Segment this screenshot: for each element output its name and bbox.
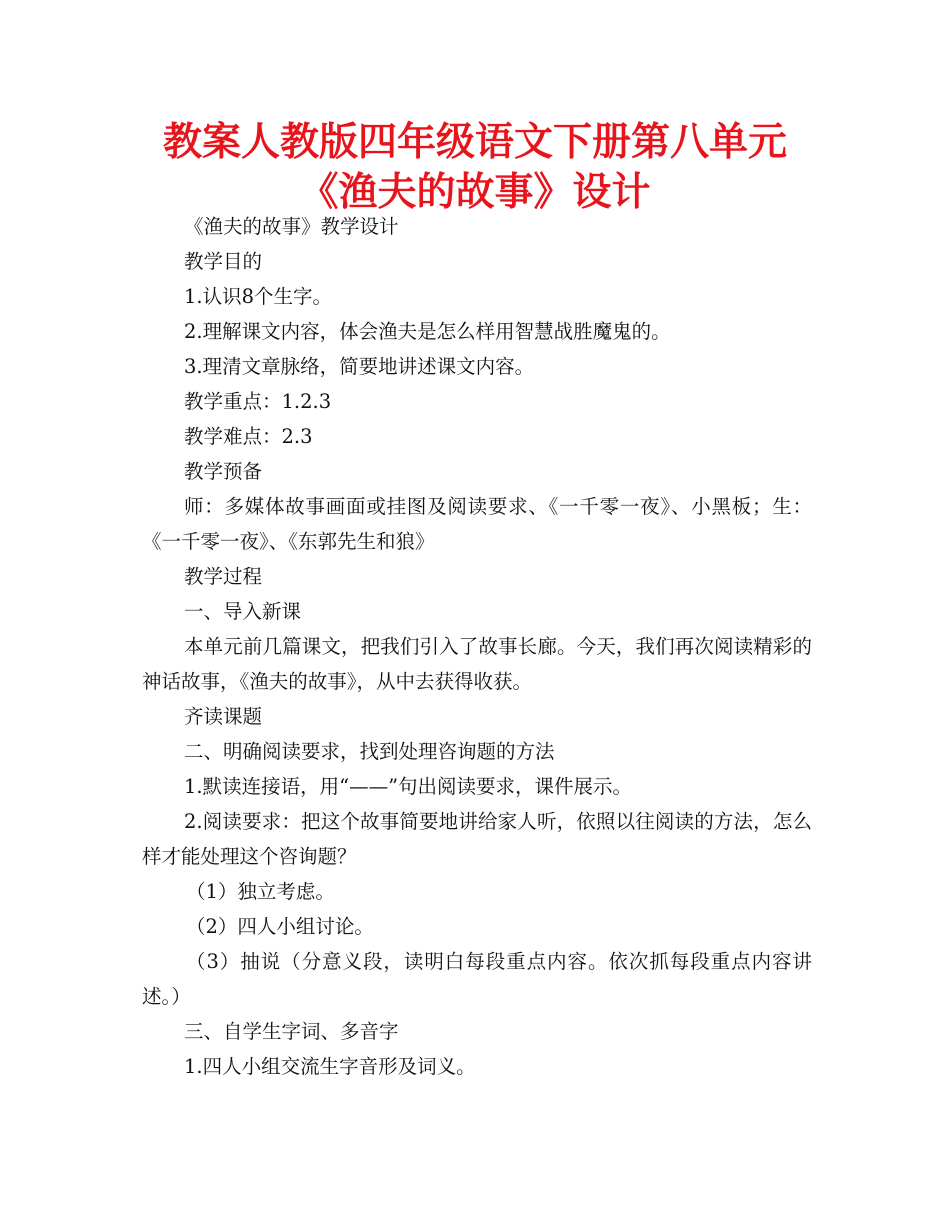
paragraph-introduction: 本单元前几篇课文，把我们引入了故事长廊。今天，我们再次阅读精彩的神话故事，《渔夫的故事》，从中去获得收获。 (142, 635, 812, 693)
paragraph-substep-1: （1）独立考虑。 (186, 880, 335, 903)
paragraph-section-3: 三、自学生字词、多音字 (184, 1020, 399, 1043)
paragraph-key-points: 教学重点：1.2.3 (184, 390, 332, 413)
paragraph-preparation-materials: 师：多媒体故事画面或挂图及阅读要求、《一千零一夜》、小黑板；生：《一千零一夜》、《东郭先生和狼》 (142, 495, 812, 553)
paragraph-difficult-points: 教学难点：2.3 (184, 425, 313, 448)
paragraph-preparation-heading: 教学预备 (184, 460, 263, 483)
paragraph-section-2: 二、明确阅读要求，找到处理咨询题的方法 (184, 740, 555, 763)
paragraph-substep-2: （2）四人小组讨论。 (186, 915, 374, 938)
paragraph-objective-1: 1.认识8个生字。 (184, 285, 333, 308)
paragraph-process-heading: 教学过程 (184, 565, 263, 588)
paragraph-objective-3: 3.理清文章脉络，简要地讲述课文内容。 (184, 355, 535, 378)
document-body (142, 209, 812, 1084)
paragraph-design-heading: 《渔夫的故事》教学设计 (184, 215, 399, 238)
paragraph-read-title: 齐读课题 (184, 705, 263, 728)
paragraph-step-1: 1.默读连接语，用“——”句出阅读要求，课件展示。 (184, 775, 633, 798)
paragraph-objectives-heading: 教学目的 (184, 250, 263, 273)
paragraph-section-3-step-1: 1.四人小组交流生字音形及词义。 (184, 1055, 476, 1078)
paragraph-substep-3: （3）抽说（分意义段，读明白每段重点内容。依次抓每段重点内容讲述。） (142, 950, 812, 1008)
document-title: 教案人教版四年级语文下册第八单元《渔夫的故事》设计 (162, 120, 787, 215)
paragraph-step-2: 2.阅读要求：把这个故事简要地讲给家人听，依照以往阅读的方法，怎么样才能处理这个咨询题？ (142, 810, 812, 868)
paragraph-objective-2: 2.理解课文内容，体会渔夫是怎么样用智慧战胜魔鬼的。 (184, 320, 671, 343)
paragraph-section-1: 一、导入新课 (184, 600, 302, 623)
